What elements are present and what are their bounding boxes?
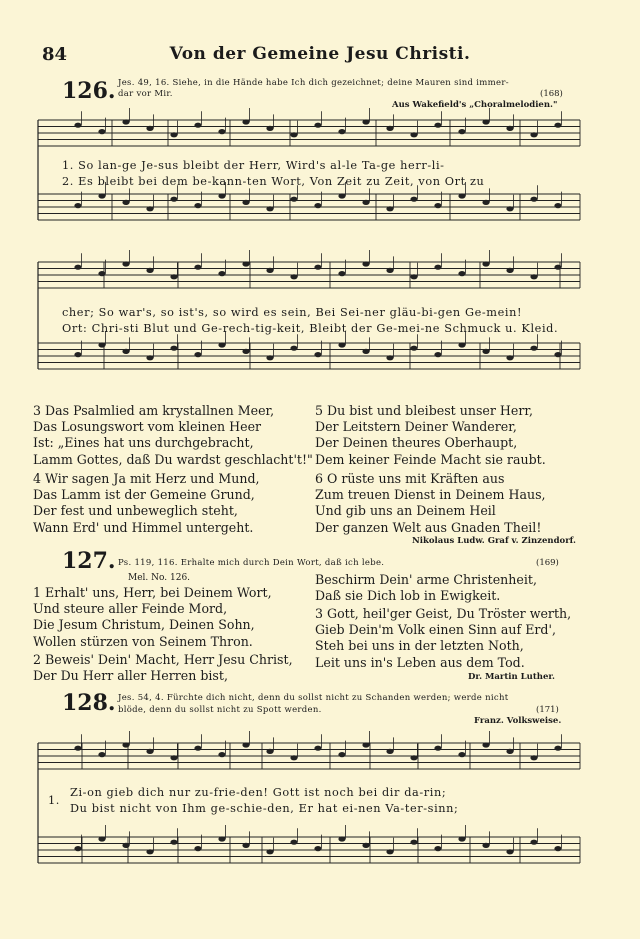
system-126b-bass-note — [194, 352, 201, 357]
hymn-126-verse-5: 5 Du bist und bleibest unser Herr, Der Leitstern Deiner Wanderer, Der Deinen theures Oberhaupt, Dem keiner Feinde Macht sie raubt. — [315, 403, 546, 467]
system-126b-bass-note — [266, 355, 273, 360]
hymn-126-lyric-verse-1: 1. So lan-ge Je-sus bleibt der Herr, Wird's al-le Ta-ge herr-li- — [62, 159, 445, 172]
system-128-treble-note — [458, 752, 465, 757]
system-126a-treble-note — [290, 132, 297, 137]
hymn-127-author: Dr. Martin Luther. — [468, 672, 556, 682]
hymn-127-verse-2-cont: Beschirm Dein' arme Christenheit, Daß sie Dich lob in Ewigkeit. — [315, 572, 537, 604]
hymn-126-lyric-verse-1b: cher; So war's, so ist's, so wird es sein, Bei Sei-ner gläu-bi-gen Ge-mein! — [62, 306, 523, 319]
system-126b-treble-note — [122, 261, 129, 266]
system-126b-bass-note — [314, 352, 321, 357]
hymn-127-verse-3: 3 Gott, heil'ger Geist, Du Tröster werth, Gieb Dein'm Volk einen Sinn auf Erd', Steh bei uns in der letzten Noth, Leit uns in's Leben aus dem Tod. — [315, 606, 572, 670]
hymn-126-reference-cont: dar vor Mir. — [118, 89, 173, 99]
system-126b-treble-note — [170, 274, 177, 279]
system-128-treble-note — [194, 746, 201, 751]
hymn-127-number: 127. — [62, 548, 116, 574]
system-128-treble-note — [290, 755, 297, 760]
system-126b-treble-note — [314, 265, 321, 270]
system-126b-bass-note — [170, 346, 177, 351]
system-126b-bass-note — [218, 342, 225, 347]
system-126a-bass-note — [434, 203, 441, 208]
system-128-treble-note — [122, 742, 129, 747]
system-128-bass-note — [482, 843, 489, 848]
hymn-128-lyric-line-2: Du bist nicht von Ihm ge-schie-den, Er hat ei-nen Va-ter-sinn; — [70, 802, 459, 815]
hymn-126-tune-number: (168) — [540, 89, 563, 99]
system-128-bass-note — [146, 849, 153, 854]
system-126b-bass-note — [362, 349, 369, 354]
system-126a-treble-note — [506, 126, 513, 131]
system-128-treble-note — [338, 752, 345, 757]
system-126b-bass-note — [434, 352, 441, 357]
system-126b-bass-note — [98, 342, 105, 347]
system-128-treble-note — [146, 749, 153, 754]
system-126a-bass-note — [290, 197, 297, 202]
system-128-treble-note — [98, 752, 105, 757]
system-126b-bass-note — [242, 349, 249, 354]
system-126b-treble-note — [434, 265, 441, 270]
page-header: Von der Gemeine Jesu Christi. — [169, 44, 471, 64]
system-126a-treble-note — [410, 132, 417, 137]
system-128-treble-note — [218, 752, 225, 757]
hymn-128-number: 128. — [62, 690, 116, 716]
system-126a-treble-note — [458, 129, 465, 134]
system-126a-treble-note — [74, 123, 81, 128]
system-126a-bass-note — [242, 200, 249, 205]
system-126a-bass-note — [362, 200, 369, 205]
system-126a-treble-note — [554, 123, 561, 128]
system-128-bass-note — [530, 840, 537, 845]
system-126b-bass-note — [458, 342, 465, 347]
system-126a-bass-note — [122, 200, 129, 205]
hymn-128-verse-mark: 1. — [48, 794, 60, 807]
system-128-bass-note — [170, 840, 177, 845]
system-128-bass-note — [362, 843, 369, 848]
system-126b-bass-note — [146, 355, 153, 360]
system-126a-treble-note — [386, 126, 393, 131]
system-126a-treble-note — [122, 119, 129, 124]
hymn-126-lyric-verse-2b: Ort: Chri-sti Blut und Ge-rech-tig-keit, Bleibt der Ge-mei-ne Schmuck u. Kleid. — [62, 322, 559, 335]
system-126a-bass-note — [506, 206, 513, 211]
system-128-treble-note — [482, 742, 489, 747]
hymn-127-melody: Mel. No. 126. — [128, 573, 191, 583]
system-126a-treble-note — [218, 129, 225, 134]
system-128-bass-note — [386, 849, 393, 854]
system-126b-treble-note — [482, 261, 489, 266]
system-126a-treble-note — [170, 132, 177, 137]
hymn-128-tune-source: Franz. Volksweise. — [474, 716, 562, 726]
system-126a-bass-note — [482, 200, 489, 205]
page-number: 84 — [42, 44, 68, 65]
system-126b-bass-note — [338, 342, 345, 347]
system-128-bass-note — [410, 840, 417, 845]
system-126b-treble-note — [458, 271, 465, 276]
hymn-127-reference: Ps. 119, 116. Erhalte mich durch Dein Wort, daß ich lebe. — [118, 558, 385, 568]
system-126a-bass-note — [410, 197, 417, 202]
system-128-treble-note — [314, 746, 321, 751]
system-126a-bass-note — [146, 206, 153, 211]
system-126a-treble-note — [146, 126, 153, 131]
system-128-treble-note — [506, 749, 513, 754]
system-126a-treble-note — [242, 119, 249, 124]
hymn-127-verse-2: 2 Beweis' Dein' Macht, Herr Jesu Christ, Der Du Herr aller Herren bist, — [33, 652, 293, 684]
hymn-127-verse-1: 1 Erhalt' uns, Herr, bei Deinem Wort, Und steure aller Feinde Mord, Die Jesum Christum, Deinen Sohn, Wollen stürzen von Seinem Thron. — [33, 585, 272, 649]
system-126b-treble-note — [410, 274, 417, 279]
system-126b-bass-note — [482, 349, 489, 354]
system-126b-treble-note — [242, 261, 249, 266]
system-126b-bass-note — [530, 346, 537, 351]
system-128-bass-note — [218, 836, 225, 841]
system-128-treble-note — [410, 755, 417, 760]
system-126b-treble-note — [506, 268, 513, 273]
system-126b-treble-note — [290, 274, 297, 279]
hymn-126-reference: Jes. 49, 16. Siehe, in die Hände habe Ich dich gezeichnet; deine Mauren sind immer- — [118, 78, 509, 88]
system-126b-bass-note — [122, 349, 129, 354]
system-126a-treble-note — [98, 129, 105, 134]
system-126a-bass-note — [338, 193, 345, 198]
hymn-126-tune-source: Aus Wakefield's „Choralmelodien." — [392, 100, 558, 110]
system-126a-bass-note — [74, 203, 81, 208]
system-126a-bass-note — [98, 193, 105, 198]
system-126a-bass-note — [170, 197, 177, 202]
system-128-treble-note — [170, 755, 177, 760]
system-126a-bass-note — [530, 197, 537, 202]
system-126a-treble-note — [530, 132, 537, 137]
system-126b-treble-note — [554, 265, 561, 270]
hymn-128-lyric-line-1: Zi-on gieb dich nur zu-frie-den! Gott ist noch bei dir da-rin; — [70, 786, 447, 799]
system-126b-treble-note — [338, 271, 345, 276]
system-128-bass-note — [98, 836, 105, 841]
system-128-bass-note — [314, 846, 321, 851]
system-126a-treble-note — [434, 123, 441, 128]
system-128-bass-note — [122, 843, 129, 848]
system-128-treble-note — [74, 746, 81, 751]
system-126b-treble-note — [218, 271, 225, 276]
system-126a-treble-note — [314, 123, 321, 128]
system-126b-treble-note — [74, 265, 81, 270]
system-126a-bass-note — [218, 193, 225, 198]
system-126a-treble-note — [362, 119, 369, 124]
system-126a-bass-note — [314, 203, 321, 208]
system-126b-treble-note — [146, 268, 153, 273]
system-128-bass-note — [74, 846, 81, 851]
system-126a-treble-note — [338, 129, 345, 134]
system-128-treble-note — [530, 755, 537, 760]
hymn-126-number: 126. — [62, 78, 116, 104]
system-126b-bass-note — [386, 355, 393, 360]
system-128-bass-note — [266, 849, 273, 854]
system-126a-treble-note — [482, 119, 489, 124]
system-128-treble-note — [242, 742, 249, 747]
system-128-bass-note — [242, 843, 249, 848]
hymn-126-verse-4: 4 Wir sagen Ja mit Herz und Mund, Das Lamm ist der Gemeine Grund, Der fest und unbeweglich steht, Wann Erd' und Himmel untergeht. — [33, 471, 260, 535]
system-126a-bass-note — [554, 203, 561, 208]
system-126a-bass-note — [386, 206, 393, 211]
system-126a-treble-note — [266, 126, 273, 131]
hymn-126-lyric-verse-2: 2. Es bleibt bei dem be-kann-ten Wort, Von Zeit zu Zeit, von Ort zu — [62, 175, 485, 188]
system-128-bass-note — [554, 846, 561, 851]
system-126b-treble-note — [98, 271, 105, 276]
system-128-bass-note — [506, 849, 513, 854]
system-126b-bass-note — [506, 355, 513, 360]
system-126a-bass-note — [458, 193, 465, 198]
system-126b-treble-note — [530, 274, 537, 279]
system-128-bass-note — [458, 836, 465, 841]
system-126b-bass-note — [554, 352, 561, 357]
system-126b-bass-note — [290, 346, 297, 351]
system-128-treble-note — [554, 746, 561, 751]
hymn-127-tune-number: (169) — [536, 558, 559, 568]
system-126b-treble-note — [362, 261, 369, 266]
system-128-bass-note — [194, 846, 201, 851]
hymn-126-verse-3: 3 Das Psalmlied am krystallnen Meer, Das Losungswort vom kleinen Heer Ist: „Eines hat uns durchgebracht, Lamm Gottes, daß Du wardst geschlacht't!" — [33, 403, 313, 467]
hymn-128-reference-cont: blöde, denn du sollst nicht zu Spott werden. — [118, 705, 322, 715]
system-128-treble-note — [434, 746, 441, 751]
system-126b-treble-note — [194, 265, 201, 270]
system-126b-treble-note — [266, 268, 273, 273]
system-126b-bass-note — [410, 346, 417, 351]
system-128-bass-note — [290, 840, 297, 845]
system-126b-treble-note — [386, 268, 393, 273]
system-126b-bass-note — [74, 352, 81, 357]
hymn-128-reference: Jes. 54, 4. Fürchte dich nicht, denn du sollst nicht zu Schanden werden; werde nicht — [118, 693, 509, 703]
hymn-128-tune-number: (171) — [536, 705, 559, 715]
system-126a-treble-note — [194, 123, 201, 128]
hymn-126-verse-6: 6 O rüste uns mit Kräften aus Zum treuen Dienst in Deinem Haus, Und gib uns an Deinem Heil Der ganzen Welt aus Gnaden Theil! — [315, 471, 546, 535]
system-126a-bass-note — [266, 206, 273, 211]
system-126a-bass-note — [194, 203, 201, 208]
system-128-treble-note — [266, 749, 273, 754]
hymn-126-author: Nikolaus Ludw. Graf v. Zinzendorf. — [412, 536, 576, 546]
system-128-treble-note — [362, 742, 369, 747]
system-128-treble-note — [386, 749, 393, 754]
system-128-bass-note — [434, 846, 441, 851]
system-128-bass-note — [338, 836, 345, 841]
